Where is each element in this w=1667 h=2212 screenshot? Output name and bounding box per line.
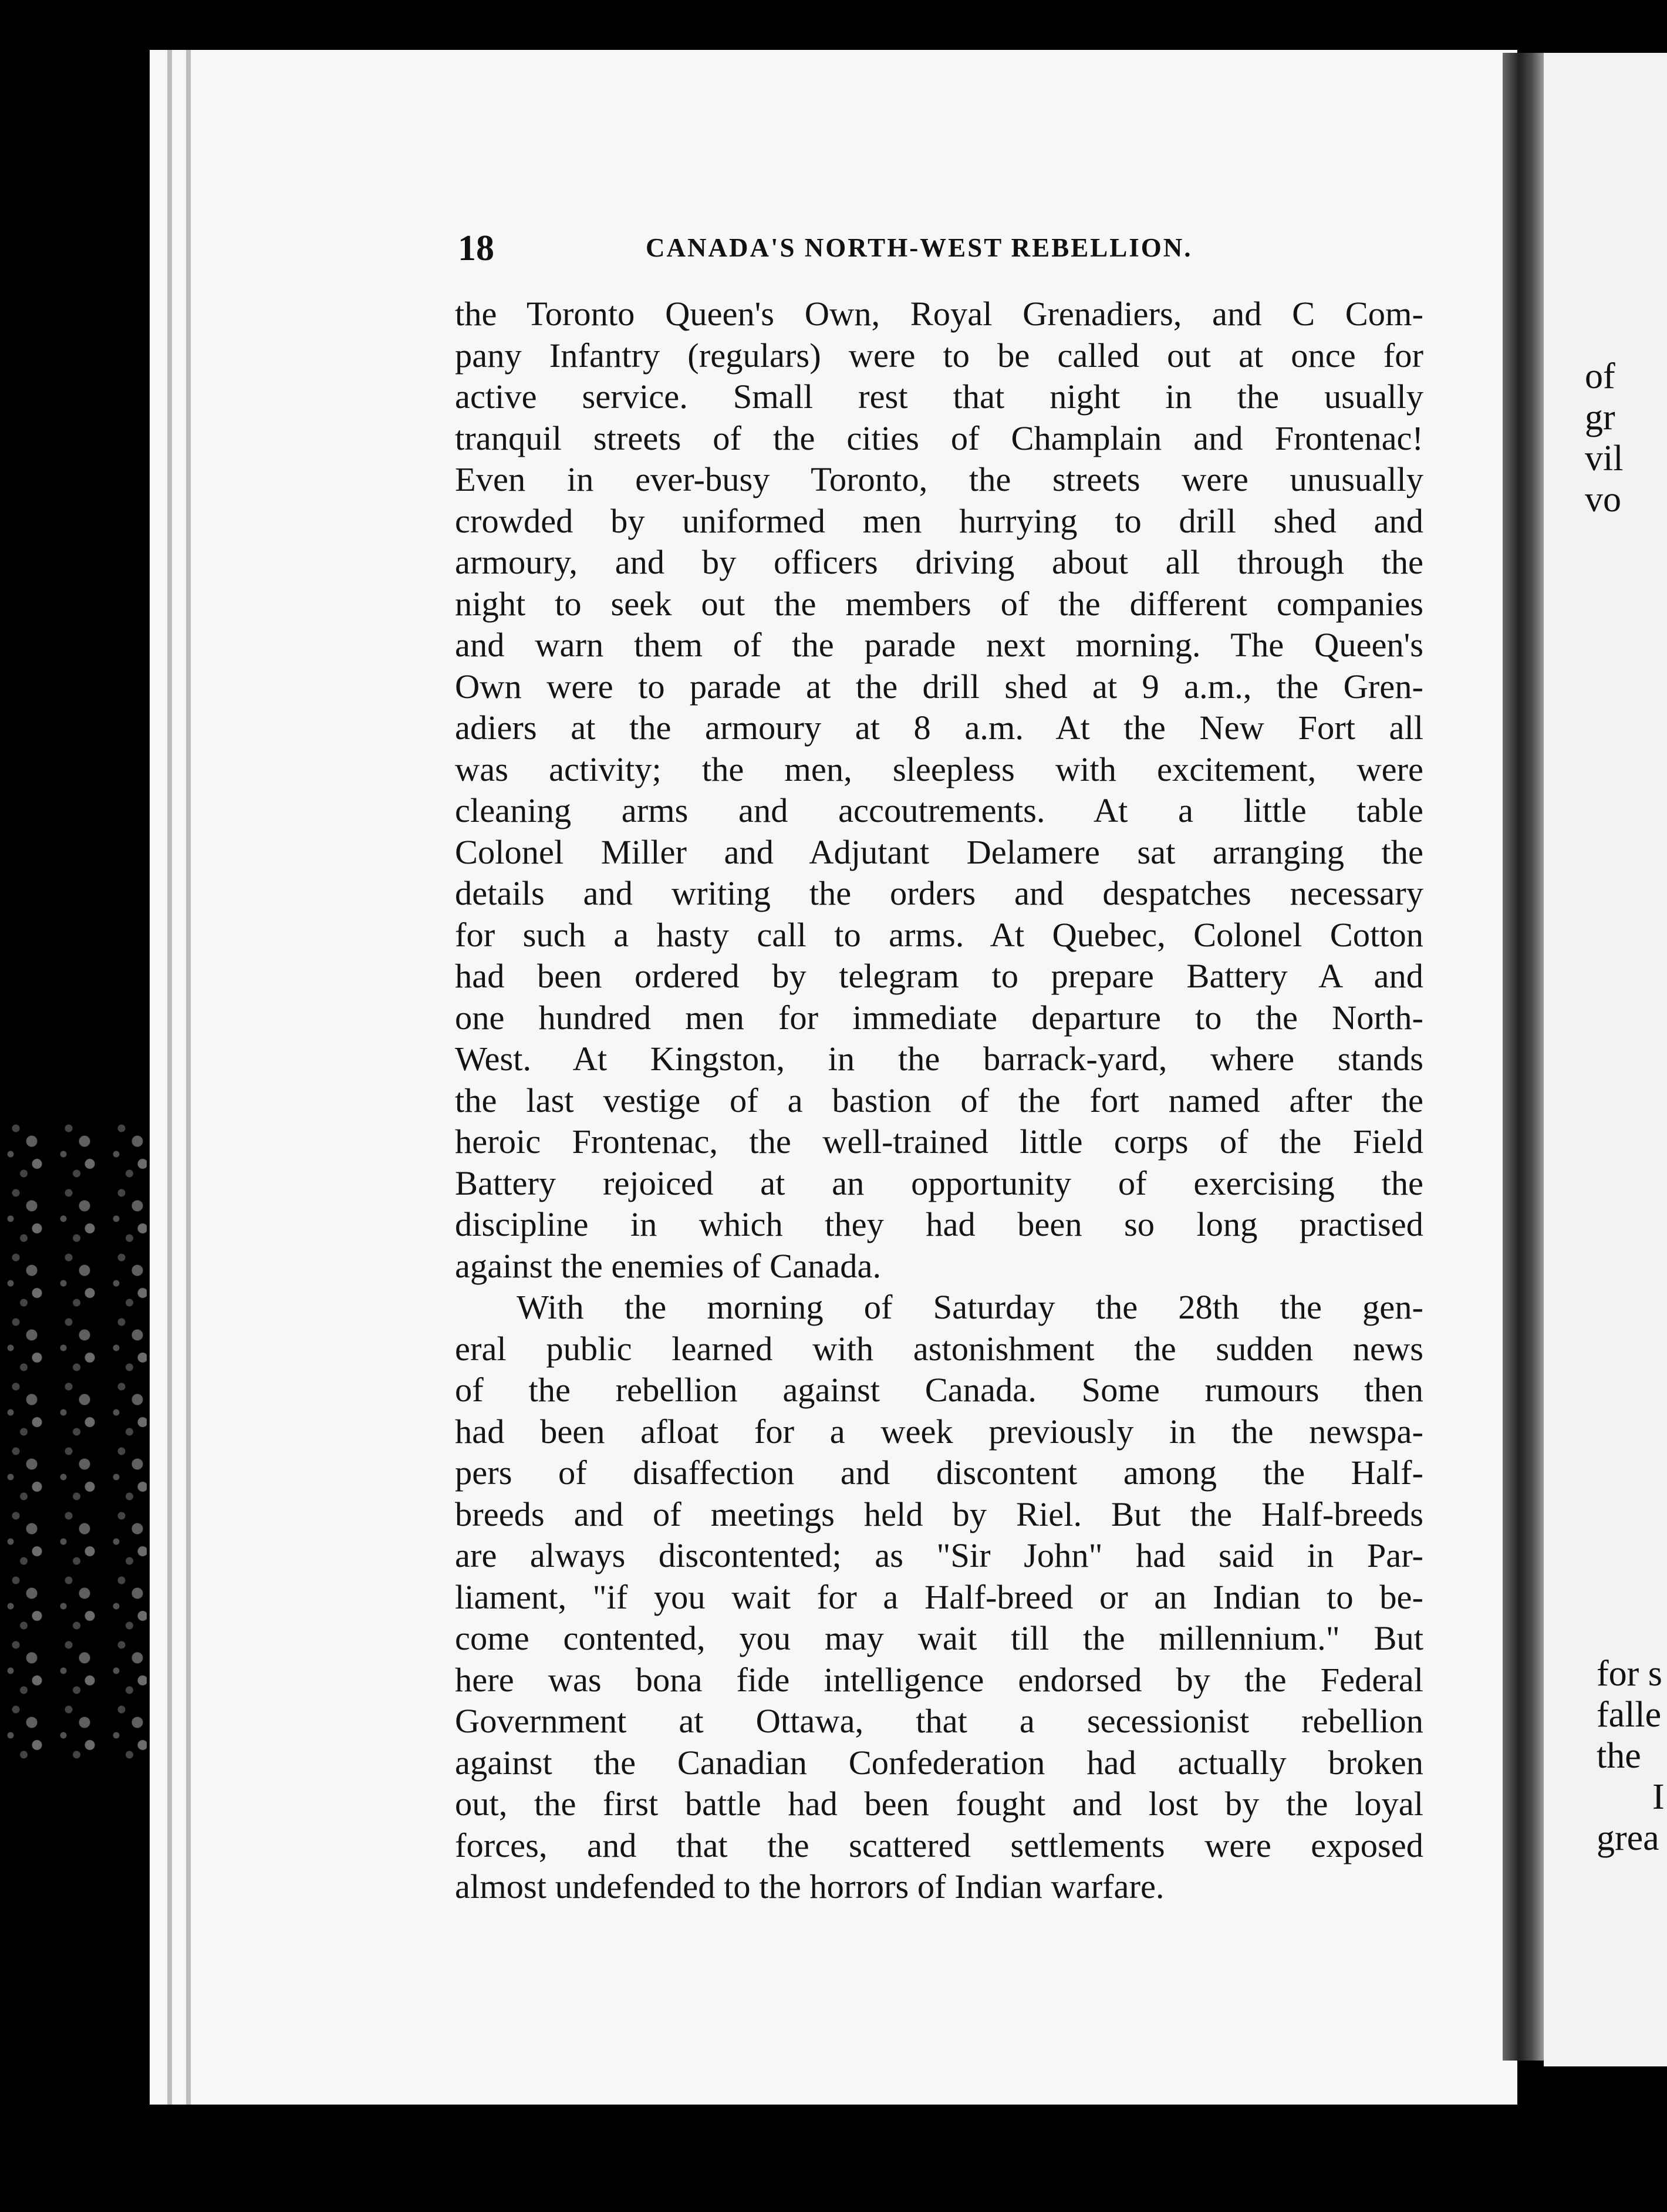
facing-page-fragment: grea	[1597, 1818, 1659, 1858]
text-line: come contented, you may wait till the millennium." But	[455, 1619, 1423, 1657]
text-line: was activity; the men, sleepless with excitement, were	[455, 750, 1423, 788]
text-line: armoury, and by officers driving about all through the	[455, 543, 1423, 581]
text-line: crowded by uniformed men hurrying to drill shed and	[455, 501, 1423, 540]
text-line: of the rebellion against Canada. Some rumours then	[455, 1371, 1423, 1409]
running-title: CANADA'S NORTH-WEST REBELLION.	[646, 233, 1193, 262]
text-line: breeds and of meetings held by Riel. But the Half-breeds	[455, 1495, 1423, 1533]
text-line: Battery rejoiced at an opportunity of exercising the	[455, 1164, 1423, 1202]
facing-page-fragment: for s	[1597, 1654, 1662, 1694]
text-line: for such a hasty call to arms. At Quebec, Colonel Cotton	[455, 915, 1423, 954]
text-line: here was bona fide intelligence endorsed by the Federal	[455, 1660, 1423, 1699]
text-line: against the enemies of Canada.	[455, 1246, 882, 1285]
facing-page-fragment: gr	[1585, 397, 1615, 437]
text-line: Even in ever-busy Toronto, the streets were unusually	[455, 460, 1423, 498]
body-text	[455, 294, 1423, 1908]
running-head	[458, 228, 1344, 275]
text-line: active service. Small rest that night in the usually	[455, 377, 1423, 416]
text-line: cleaning arms and accoutrements. At a little table	[455, 791, 1423, 830]
book-gutter	[1503, 53, 1544, 2061]
text-line: out, the first battle had been fought and lost by the loyal	[455, 1785, 1423, 1823]
facing-page-fragment: falle	[1597, 1695, 1662, 1735]
text-line: the Toronto Queen's Own, Royal Grenadiers, and C Com-	[455, 295, 1423, 333]
text-line: almost undefended to the horrors of Indian warfare.	[455, 1867, 1165, 1906]
text-line: had been ordered by telegram to prepare Battery A and	[455, 957, 1423, 995]
text-line: the last vestige of a bastion of the fort named after the	[455, 1081, 1423, 1120]
text-line: pers of disaffection and discontent among the Half-	[455, 1454, 1423, 1492]
facing-page-fragment: vil	[1585, 439, 1624, 478]
page-edge-line	[186, 50, 191, 2105]
text-line: adiers at the armoury at 8 a.m. At the New Fort all	[455, 709, 1423, 747]
scan-border-noise	[0, 1115, 147, 1761]
text-line: had been afloat for a week previously in the newspa-	[455, 1412, 1423, 1451]
text-line: liament, "if you wait for a Half-breed or an Indian to be-	[455, 1577, 1423, 1616]
text-line: against the Canadian Confederation had actually broken	[455, 1743, 1423, 1782]
text-line: forces, and that the scattered settlements were exposed	[455, 1826, 1423, 1864]
text-line: are always discontented; as "Sir John" had said in Par-	[455, 1536, 1423, 1574]
text-line: Own were to parade at the drill shed at 9 a.m., the Gren-	[455, 667, 1423, 706]
text-line: night to seek out the members of the different companies	[455, 584, 1423, 623]
text-line: details and writing the orders and despatches necessary	[455, 874, 1423, 912]
facing-page-fragment: of	[1585, 356, 1615, 396]
text-line: and warn them of the parade next morning. The Queen's	[455, 626, 1423, 664]
text-line: heroic Frontenac, the well-trained little corps of the Field	[455, 1122, 1423, 1161]
text-line: With the morning of Saturday the 28th the gen-	[517, 1288, 1423, 1326]
paragraph	[455, 294, 1423, 1287]
text-line: one hundred men for immediate departure to the North-	[455, 998, 1423, 1037]
text-line: West. At Kingston, in the barrack-yard, where stands	[455, 1040, 1423, 1078]
text-line: Government at Ottawa, that a secessionist rebellion	[455, 1702, 1423, 1740]
paragraph	[455, 1287, 1423, 1908]
text-line: Colonel Miller and Adjutant Delamere sat arranging the	[455, 832, 1423, 871]
facing-page-fragment: I	[1652, 1777, 1665, 1817]
text-line: tranquil streets of the cities of Champlain and Frontenac!	[455, 419, 1423, 457]
text-line: pany Infantry (regulars) were to be called out at once for	[455, 336, 1423, 375]
facing-page-fragment: the	[1597, 1736, 1641, 1776]
facing-page-fragment: vo	[1585, 480, 1621, 520]
page-number: 18	[458, 228, 494, 268]
text-line: eral public learned with astonishment the sudden news	[455, 1329, 1423, 1368]
page-edge-line	[167, 50, 172, 2105]
text-line: discipline in which they had been so long practised	[455, 1205, 1423, 1243]
